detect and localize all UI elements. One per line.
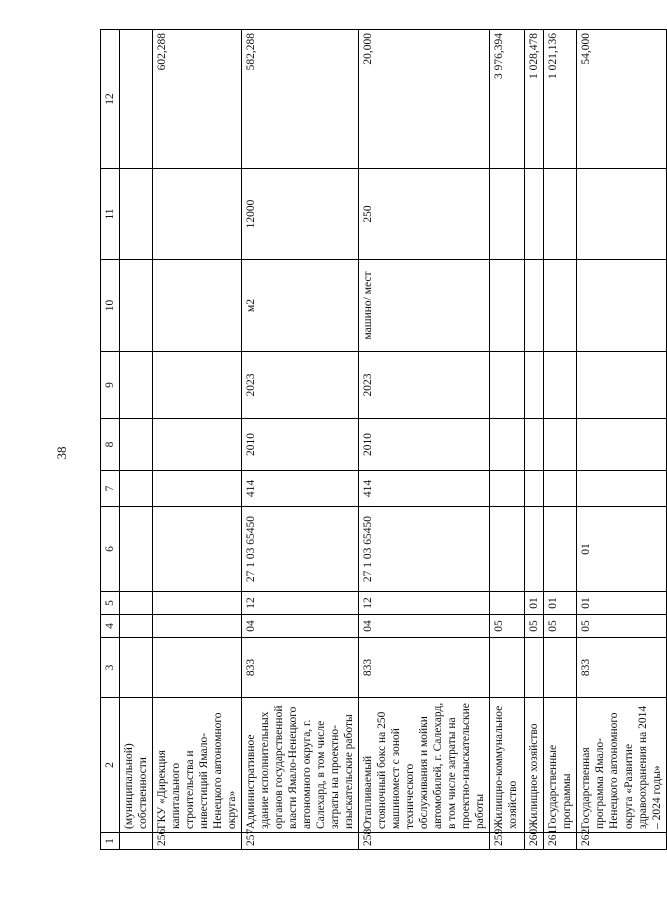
- cell-col6: [544, 507, 577, 592]
- cell-row-number: 257: [242, 833, 359, 850]
- column-header: 11: [101, 169, 120, 260]
- cell-col9: [490, 352, 525, 419]
- budget-table-container: [100, 30, 663, 850]
- cell-col3: 833: [577, 638, 666, 698]
- cell-name: ГКУ «Дирекция капитального строительства и инвестиций Ямало-Ненецкого автономного округа»: [153, 698, 242, 833]
- page-number: 38: [54, 446, 69, 460]
- cell-col8: [544, 419, 577, 471]
- column-header: 8: [101, 419, 120, 471]
- cell-col3: 833: [242, 638, 359, 698]
- cell-name: Административное здание исполнительных органов государственной власти Ямало-Ненецкого автономного округа, г. Салехард, в том числе затраты на проектно-изыскательские работы: [242, 698, 359, 833]
- cell-row-number: 259: [490, 833, 525, 850]
- cell-col4: 04: [359, 615, 490, 638]
- cell-col6: 01: [577, 507, 666, 592]
- cell-col8: [577, 419, 666, 471]
- cell-col4: 05: [544, 615, 577, 638]
- cell-row-number: 260: [525, 833, 544, 850]
- cell-col10: [490, 260, 525, 352]
- cell-col7: 414: [242, 471, 359, 507]
- cell-name: Жилищное хозяйство: [525, 698, 544, 833]
- cell-col6: [525, 507, 544, 592]
- cell-col7: [153, 471, 242, 507]
- table-row: [525, 30, 544, 850]
- cell-col5: [490, 592, 525, 615]
- cell-name: Отапливаемый стояночный бокс на 250 машиномест с зоной технического обслуживания и мойки автомобилей, г. Салехард, в том числе затраты на проектно-изыскательские работы: [359, 698, 490, 833]
- cell-col6: 27 1 03 65450: [242, 507, 359, 592]
- cell-col11: [544, 169, 577, 260]
- cell-col7: 414: [359, 471, 490, 507]
- cell-col5: [153, 592, 242, 615]
- cell-row-number: 258: [359, 833, 490, 850]
- table-row: [242, 30, 359, 850]
- cell-col11: [120, 169, 153, 260]
- column-header: 9: [101, 352, 120, 419]
- cell-col7: [544, 471, 577, 507]
- cell-col11: [577, 169, 666, 260]
- column-header: 10: [101, 260, 120, 352]
- cell-col8: [490, 419, 525, 471]
- cell-col3: [544, 638, 577, 698]
- cell-name: (муниципальной) собственности: [120, 698, 153, 833]
- column-header: 12: [101, 30, 120, 169]
- cell-row-number: 262: [577, 833, 666, 850]
- table-row: [359, 30, 490, 850]
- cell-col12: 20,000: [359, 30, 490, 169]
- cell-col12: 602,288: [153, 30, 242, 169]
- cell-name: Государственная программа Ямало-Ненецкого автономного округа «Развитие здравоохранения на 2014 – 2024 годы»: [577, 698, 666, 833]
- cell-col11: [153, 169, 242, 260]
- column-header: 3: [101, 638, 120, 698]
- cell-col9: 2023: [242, 352, 359, 419]
- cell-col3: 833: [359, 638, 490, 698]
- cell-col10: [153, 260, 242, 352]
- cell-col5: [120, 592, 153, 615]
- cell-name: Жилищно-коммунальное хозяйство: [490, 698, 525, 833]
- cell-col5: 01: [577, 592, 666, 615]
- cell-col3: [153, 638, 242, 698]
- cell-col7: [577, 471, 666, 507]
- cell-col5: 01: [544, 592, 577, 615]
- cell-col11: [490, 169, 525, 260]
- cell-col6: [120, 507, 153, 592]
- cell-col11: 12000: [242, 169, 359, 260]
- cell-col9: 2023: [359, 352, 490, 419]
- cell-col8: 2010: [242, 419, 359, 471]
- cell-col3: [120, 638, 153, 698]
- cell-col10: м2: [242, 260, 359, 352]
- table-row: [153, 30, 242, 850]
- cell-col4: 05: [525, 615, 544, 638]
- cell-col6: [490, 507, 525, 592]
- budget-table: [100, 29, 667, 850]
- cell-col9: [544, 352, 577, 419]
- cell-row-number: 261: [544, 833, 577, 850]
- cell-col12: 1 028,478: [525, 30, 544, 169]
- cell-col9: [577, 352, 666, 419]
- cell-col10: [577, 260, 666, 352]
- cell-col6: [153, 507, 242, 592]
- cell-col8: [153, 419, 242, 471]
- cell-col6: 27 1 03 65450: [359, 507, 490, 592]
- cell-col5: 12: [359, 592, 490, 615]
- cell-col4: 05: [490, 615, 525, 638]
- cell-col4: [153, 615, 242, 638]
- cell-col9: [525, 352, 544, 419]
- cell-col3: [490, 638, 525, 698]
- cell-col7: [120, 471, 153, 507]
- cell-col12: 3 976,394: [490, 30, 525, 169]
- cell-col12: 582,288: [242, 30, 359, 169]
- cell-col3: [525, 638, 544, 698]
- cell-col10: машино/ мест: [359, 260, 490, 352]
- cell-col4: 04: [242, 615, 359, 638]
- cell-col5: 12: [242, 592, 359, 615]
- cell-col10: [544, 260, 577, 352]
- cell-row-number: 256: [153, 833, 242, 850]
- cell-col8: [525, 419, 544, 471]
- cell-col9: [120, 352, 153, 419]
- cell-col7: [490, 471, 525, 507]
- cell-row-number: [120, 833, 153, 850]
- cell-col11: [525, 169, 544, 260]
- cell-col12: [120, 30, 153, 169]
- column-header: 6: [101, 507, 120, 592]
- cell-col12: 1 021,136: [544, 30, 577, 169]
- cell-name: Государственные программы: [544, 698, 577, 833]
- cell-col8: [120, 419, 153, 471]
- cell-col4: 05: [577, 615, 666, 638]
- cell-col9: [153, 352, 242, 419]
- cell-col10: [120, 260, 153, 352]
- column-header: 5: [101, 592, 120, 615]
- column-header: 7: [101, 471, 120, 507]
- header-row: [101, 30, 120, 850]
- column-header: 1: [101, 833, 120, 850]
- cell-col7: [525, 471, 544, 507]
- cell-col4: [120, 615, 153, 638]
- table-row: [577, 30, 666, 850]
- table-row: [120, 30, 153, 850]
- cell-col10: [525, 260, 544, 352]
- cell-col8: 2010: [359, 419, 490, 471]
- table-row: [490, 30, 525, 850]
- cell-col5: 01: [525, 592, 544, 615]
- column-header: 2: [101, 698, 120, 833]
- table-row: [544, 30, 577, 850]
- column-header: 4: [101, 615, 120, 638]
- cell-col12: 54,000: [577, 30, 666, 169]
- cell-col11: 250: [359, 169, 490, 260]
